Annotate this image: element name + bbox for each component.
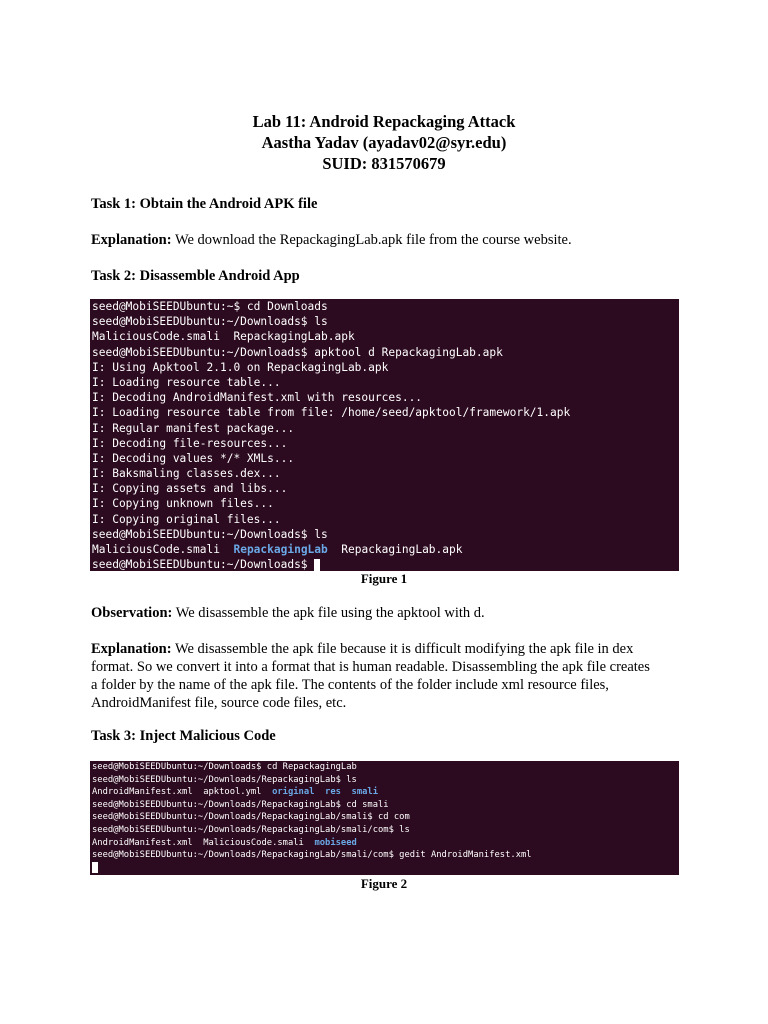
terminal-prompt-line — [90, 862, 679, 875]
terminal-screenshot-2 — [90, 761, 679, 875]
terminal-line: I: Decoding file-resources... — [92, 436, 288, 450]
document-title: Lab 11: Android Repackaging Attack — [252, 112, 516, 131]
ls-directory: mobiseed — [314, 837, 357, 848]
task2-explanation-line2: format. So we convert it into a format that is human readable. Disassembling the apk file creates — [91, 659, 650, 675]
figure-2-caption: Figure 2 — [360, 876, 408, 891]
terminal-line: I: Baksmaling classes.dex... — [92, 467, 281, 481]
suid-line: SUID: 831570679 — [322, 154, 446, 173]
task2-explanation-line1 — [91, 640, 633, 658]
terminal-line: seed@MobiSEEDUbuntu:~/Downloads$ cd RepackagingLab — [92, 762, 357, 772]
explanation-label: Explanation: — [91, 641, 172, 657]
terminal-line: I: Copying original files... — [92, 512, 281, 526]
terminal-line: seed@MobiSEEDUbuntu:~/Downloads/RepackagingLab/smali$ cd com — [92, 812, 410, 823]
ls-directory: RepackagingLab — [233, 543, 328, 556]
explanation-text: We disassemble the apk file because it is difficult modifying the apk file in dex — [171, 641, 634, 657]
task2-observation — [91, 604, 485, 622]
observation-label: Observation: — [91, 605, 173, 621]
terminal-line: I: Copying unknown files... — [92, 497, 274, 511]
terminal-line: seed@MobiSEEDUbuntu:~/Downloads$ ls — [92, 527, 328, 541]
task1-explanation — [91, 231, 572, 249]
task2-heading: Task 2: Disassemble Android App — [91, 268, 300, 284]
terminal-line: I: Decoding AndroidManifest.xml with resources... — [92, 391, 423, 405]
terminal-line: MaliciousCode.smali RepackagingLab.apk — [92, 330, 355, 344]
explanation-text: We download the RepackagingLab.apk file from the course website. — [171, 232, 572, 248]
terminal-screenshot-1 — [90, 299, 679, 571]
ls-file: MaliciousCode.smali — [92, 543, 220, 556]
task2-explanation-line3: a folder by the name of the apk file. The contents of the folder include xml resource files, — [91, 677, 609, 693]
terminal-ls-output — [90, 837, 679, 850]
terminal-line: seed@MobiSEEDUbuntu:~/Downloads/RepackagingLab/smali/com$ gedit AndroidManifest.xml — [92, 850, 532, 861]
explanation-label: Explanation: — [91, 232, 172, 248]
terminal-line: I: Copying assets and libs... — [92, 482, 288, 496]
terminal-ls-output — [90, 786, 679, 799]
terminal-line: I: Regular manifest package... — [92, 421, 295, 435]
ls-files: AndroidManifest.xml MaliciousCode.smali — [92, 837, 315, 848]
task1-heading: Task 1: Obtain the Android APK file — [91, 196, 318, 212]
ls-file: RepackagingLab.apk — [341, 543, 463, 556]
terminal-cursor — [92, 862, 98, 873]
terminal-line: I: Decoding values */* XMLs... — [92, 451, 295, 465]
terminal-prompt: seed@MobiSEEDUbuntu:~/Downloads$ — [92, 558, 315, 572]
terminal-ls-output — [90, 542, 679, 557]
task3-heading: Task 3: Inject Malicious Code — [91, 728, 276, 744]
terminal-line: seed@MobiSEEDUbuntu:~/Downloads/RepackagingLab$ ls — [92, 774, 357, 785]
ls-directories: original res smali — [272, 787, 379, 798]
terminal-line: seed@MobiSEEDUbuntu:~$ cd Downloads — [92, 300, 328, 313]
figure-1-caption: Figure 1 — [360, 571, 408, 586]
terminal-line: I: Loading resource table... — [92, 375, 281, 389]
terminal-line: seed@MobiSEEDUbuntu:~/Downloads$ ls — [92, 315, 328, 329]
terminal-line: I: Using Apktool 2.1.0 on RepackagingLab.apk — [92, 360, 389, 374]
terminal-line: seed@MobiSEEDUbuntu:~/Downloads/RepackagingLab/smali/com$ ls — [92, 824, 410, 835]
author-line: Aastha Yadav (ayadav02@syr.edu) — [261, 133, 507, 152]
terminal-line: seed@MobiSEEDUbuntu:~/Downloads$ apktool d RepackagingLab.apk — [92, 345, 503, 359]
task2-explanation-line4: AndroidManifest file, source code files, etc. — [91, 695, 347, 711]
terminal-cursor — [314, 559, 320, 572]
terminal-line: seed@MobiSEEDUbuntu:~/Downloads/RepackagingLab$ cd smali — [92, 799, 389, 810]
observation-text: We disassemble the apk file using the apktool with d. — [172, 605, 485, 621]
terminal-line: I: Loading resource table from file: /home/seed/apktool/framework/1.apk — [92, 406, 571, 420]
ls-files: AndroidManifest.xml apktool.yml — [92, 787, 273, 798]
